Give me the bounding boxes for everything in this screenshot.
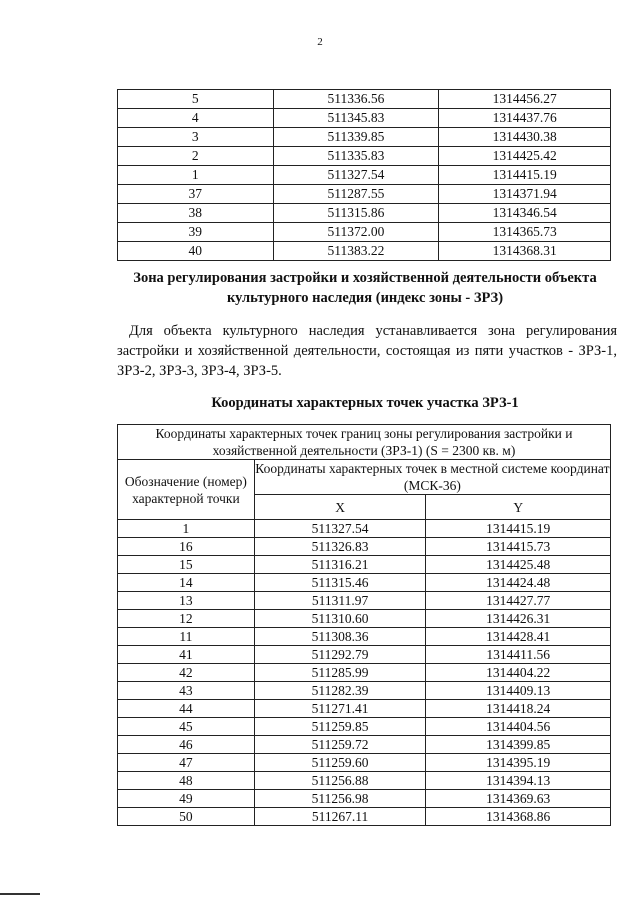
point-number-cell: 49 [118,790,255,808]
point-number-cell: 1 [118,166,274,185]
zone-description-paragraph: Для объекта культурного наследия устанавливается зона регулирования застройки и хозяйственной деятельности, состоящая из пяти участков - ЗРЗ-1, ЗРЗ-2, ЗРЗ-3, ЗРЗ-4, ЗРЗ-5. [117,323,617,379]
y-coordinate-cell: 1314425.48 [426,556,611,574]
x-coordinate-cell: 511383.22 [273,242,439,261]
point-number-cell: 12 [118,610,255,628]
table-row [118,736,611,754]
table-row [118,90,611,109]
table-row [118,223,611,242]
point-number-cell: 11 [118,628,255,646]
point-number-cell: 13 [118,592,255,610]
point-number-cell: 3 [118,128,274,147]
point-number-cell: 47 [118,754,255,772]
x-coordinate-cell: 511285.99 [254,664,426,682]
table-row [118,664,611,682]
table-row [118,592,611,610]
x-coordinate-cell: 511308.36 [254,628,426,646]
table-row [118,700,611,718]
point-number-cell: 40 [118,242,274,261]
x-coordinate-cell: 511310.60 [254,610,426,628]
point-number-cell: 43 [118,682,255,700]
point-number-cell: 14 [118,574,255,592]
y-coordinate-cell: 1314368.31 [439,242,611,261]
x-coordinate-cell: 511326.83 [254,538,426,556]
x-coordinate-cell: 511282.39 [254,682,426,700]
x-coordinate-cell: 511287.55 [273,185,439,204]
table-row [118,242,611,261]
table-row [118,610,611,628]
y-coordinate-cell: 1314395.19 [426,754,611,772]
point-number-cell: 46 [118,736,255,754]
table-row [118,790,611,808]
table-row [118,628,611,646]
x-coordinate-cell: 511259.85 [254,718,426,736]
table-row [118,538,611,556]
y-coordinate-cell: 1314409.13 [426,682,611,700]
table-row [118,718,611,736]
table-row [118,556,611,574]
y-coordinate-cell: 1314411.56 [426,646,611,664]
y-coordinate-cell: 1314428.41 [426,628,611,646]
x-coordinate-cell: 511339.85 [273,128,439,147]
coordinates-table-continued [117,89,611,261]
point-number-cell: 16 [118,538,255,556]
x-coordinate-cell: 511267.11 [254,808,426,826]
x-coordinate-cell: 511256.98 [254,790,426,808]
y-coordinate-cell: 1314424.48 [426,574,611,592]
point-number-cell: 44 [118,700,255,718]
coordinates-table-zrz1 [117,424,611,826]
header-coordinates: Координаты характерных точек в местной системе координат (МСК-36) [255,461,610,493]
y-coordinate-cell: 1314418.24 [426,700,611,718]
table-row [118,109,611,128]
table-row [118,574,611,592]
point-number-cell: 37 [118,185,274,204]
table-row [118,204,611,223]
header-x: X [254,495,426,520]
y-coordinate-cell: 1314415.19 [426,520,611,538]
point-number-cell: 48 [118,772,255,790]
table-row [118,128,611,147]
point-number-cell: 39 [118,223,274,242]
point-number-cell: 38 [118,204,274,223]
table-row [118,520,611,538]
y-coordinate-cell: 1314394.13 [426,772,611,790]
point-number-cell: 1 [118,520,255,538]
x-coordinate-cell: 511335.83 [273,147,439,166]
table-row [118,754,611,772]
x-coordinate-cell: 511259.60 [254,754,426,772]
x-coordinate-cell: 511336.56 [273,90,439,109]
x-coordinate-cell: 511311.97 [254,592,426,610]
y-coordinate-cell: 1314425.42 [439,147,611,166]
x-coordinate-cell: 511315.46 [254,574,426,592]
x-coordinate-cell: 511259.72 [254,736,426,754]
y-coordinate-cell: 1314346.54 [439,204,611,223]
point-number-cell: 41 [118,646,255,664]
table-row [118,646,611,664]
x-coordinate-cell: 511327.54 [273,166,439,185]
point-number-cell: 5 [118,90,274,109]
page-edge-mark [0,893,40,895]
table-row [118,166,611,185]
point-number-cell: 2 [118,147,274,166]
y-coordinate-cell: 1314456.27 [439,90,611,109]
header-y: Y [426,495,611,520]
y-coordinate-cell: 1314365.73 [439,223,611,242]
table-row [118,147,611,166]
header-point-designation: Обозначение (номер) характерной точки [118,460,255,520]
x-coordinate-cell: 511271.41 [254,700,426,718]
table-row [118,185,611,204]
point-number-cell: 15 [118,556,255,574]
x-coordinate-cell: 511345.83 [273,109,439,128]
x-coordinate-cell: 511256.88 [254,772,426,790]
point-number-cell: 4 [118,109,274,128]
point-number-cell: 42 [118,664,255,682]
table-row [118,772,611,790]
x-coordinate-cell: 511372.00 [273,223,439,242]
y-coordinate-cell: 1314437.76 [439,109,611,128]
x-coordinate-cell: 511327.54 [254,520,426,538]
y-coordinate-cell: 1314371.94 [439,185,611,204]
page-number: 2 [317,36,323,48]
y-coordinate-cell: 1314427.77 [426,592,611,610]
point-number-cell: 50 [118,808,255,826]
x-coordinate-cell: 511292.79 [254,646,426,664]
y-coordinate-cell: 1314399.85 [426,736,611,754]
y-coordinate-cell: 1314430.38 [439,128,611,147]
y-coordinate-cell: 1314404.56 [426,718,611,736]
y-coordinate-cell: 1314369.63 [426,790,611,808]
y-coordinate-cell: 1314426.31 [426,610,611,628]
point-number-cell: 45 [118,718,255,736]
table-caption: Координаты характерных точек границ зоны регулирования застройки и хозяйственной деятельности (ЗРЗ-1) (S = 2300 кв. м) [118,425,611,460]
table-heading-zrz1: Координаты характерных точек участка ЗРЗ-1 [211,395,519,411]
table-row [118,808,611,826]
y-coordinate-cell: 1314415.73 [426,538,611,556]
x-coordinate-cell: 511315.86 [273,204,439,223]
x-coordinate-cell: 511316.21 [254,556,426,574]
y-coordinate-cell: 1314404.22 [426,664,611,682]
y-coordinate-cell: 1314415.19 [439,166,611,185]
table-row [118,682,611,700]
y-coordinate-cell: 1314368.86 [426,808,611,826]
zone-heading: Зона регулирования застройки и хозяйственной деятельности объекта культурного наследия (индекс зоны - ЗРЗ) [133,270,597,306]
